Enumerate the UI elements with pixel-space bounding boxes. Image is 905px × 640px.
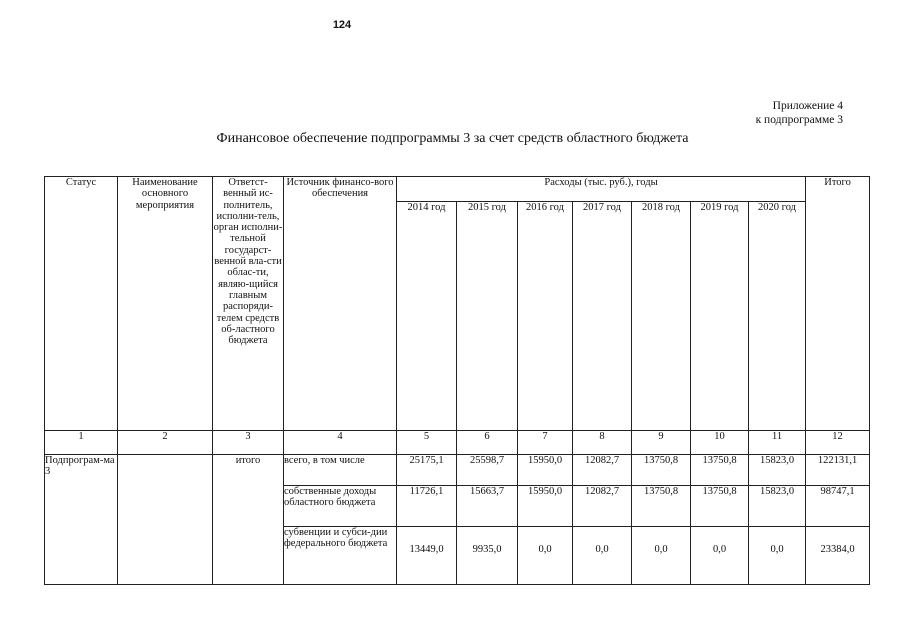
financing-table bbox=[44, 176, 870, 585]
value-cell: 25598,7 bbox=[457, 455, 518, 486]
value-cell: 15823,0 bbox=[749, 455, 806, 486]
source-cell: собственные доходы областного бюджета bbox=[284, 486, 397, 527]
value-cell: 11726,1 bbox=[397, 486, 457, 527]
column-number: 6 bbox=[457, 431, 518, 455]
total-cell: 23384,0 bbox=[806, 527, 870, 585]
responsible-cell: итого bbox=[213, 455, 284, 585]
value-cell: 15950,0 bbox=[518, 486, 573, 527]
column-number: 9 bbox=[632, 431, 691, 455]
header-responsible: Ответст-венный ис-полнитель, исполни-тель, орган исполни-тельной государст-венной вла-сти облас-ти, являю-щийся главным распоряди-телем средств об-ластного бюджета bbox=[213, 177, 284, 431]
column-number: 7 bbox=[518, 431, 573, 455]
page-number: 124 bbox=[332, 19, 352, 31]
header-year: 2019 год bbox=[691, 202, 749, 431]
value-cell: 13449,0 bbox=[397, 527, 457, 585]
column-number: 11 bbox=[749, 431, 806, 455]
appendix-line-1: Приложение 4 bbox=[772, 100, 843, 112]
document-title bbox=[0, 131, 905, 147]
header-total: Итого bbox=[806, 177, 870, 431]
header-row-1 bbox=[45, 177, 870, 202]
source-cell: всего, в том числе bbox=[284, 455, 397, 486]
value-cell: 0,0 bbox=[632, 527, 691, 585]
value-cell: 9935,0 bbox=[457, 527, 518, 585]
header-year: 2014 год bbox=[397, 202, 457, 431]
value-cell: 12082,7 bbox=[573, 486, 632, 527]
column-number: 3 bbox=[213, 431, 284, 455]
value-cell: 0,0 bbox=[518, 527, 573, 585]
header-status: Статус bbox=[45, 177, 118, 431]
measure-cell bbox=[118, 455, 213, 585]
header-year: 2017 год bbox=[573, 202, 632, 431]
value-cell: 0,0 bbox=[573, 527, 632, 585]
value-cell: 13750,8 bbox=[691, 486, 749, 527]
header-measure: Наименование основного мероприятия bbox=[118, 177, 213, 431]
appendix-note bbox=[756, 99, 843, 127]
header-source: Источник финансо-вого обеспечения bbox=[284, 177, 397, 431]
value-cell: 0,0 bbox=[749, 527, 806, 585]
value-cell: 0,0 bbox=[691, 527, 749, 585]
column-number: 10 bbox=[691, 431, 749, 455]
total-cell: 122131,1 bbox=[806, 455, 870, 486]
value-cell: 13750,8 bbox=[632, 486, 691, 527]
value-cell: 25175,1 bbox=[397, 455, 457, 486]
value-cell: 13750,8 bbox=[691, 455, 749, 486]
status-cell: Подпрограм-ма 3 bbox=[45, 455, 118, 585]
column-number: 8 bbox=[573, 431, 632, 455]
header-year: 2018 год bbox=[632, 202, 691, 431]
column-number: 5 bbox=[397, 431, 457, 455]
value-cell: 15823,0 bbox=[749, 486, 806, 527]
source-cell: субвенции и субси-дии федерального бюджета bbox=[284, 527, 397, 585]
column-number-row bbox=[45, 431, 870, 455]
column-number: 1 bbox=[45, 431, 118, 455]
value-cell: 13750,8 bbox=[632, 455, 691, 486]
column-number: 12 bbox=[806, 431, 870, 455]
value-cell: 15950,0 bbox=[518, 455, 573, 486]
appendix-line-2: к подпрограмме 3 bbox=[755, 114, 843, 126]
header-year: 2016 год bbox=[518, 202, 573, 431]
column-number: 4 bbox=[284, 431, 397, 455]
value-cell: 15663,7 bbox=[457, 486, 518, 527]
table-row bbox=[45, 455, 870, 486]
column-number: 2 bbox=[118, 431, 213, 455]
header-year: 2020 год bbox=[749, 202, 806, 431]
header-expenses: Расходы (тыс. руб.), годы bbox=[397, 177, 806, 202]
document-title-text: Финансовое обеспечение подпрограммы 3 за счет средств областного бюджета bbox=[216, 131, 689, 146]
value-cell: 12082,7 bbox=[573, 455, 632, 486]
total-cell: 98747,1 bbox=[806, 486, 870, 527]
header-year: 2015 год bbox=[457, 202, 518, 431]
